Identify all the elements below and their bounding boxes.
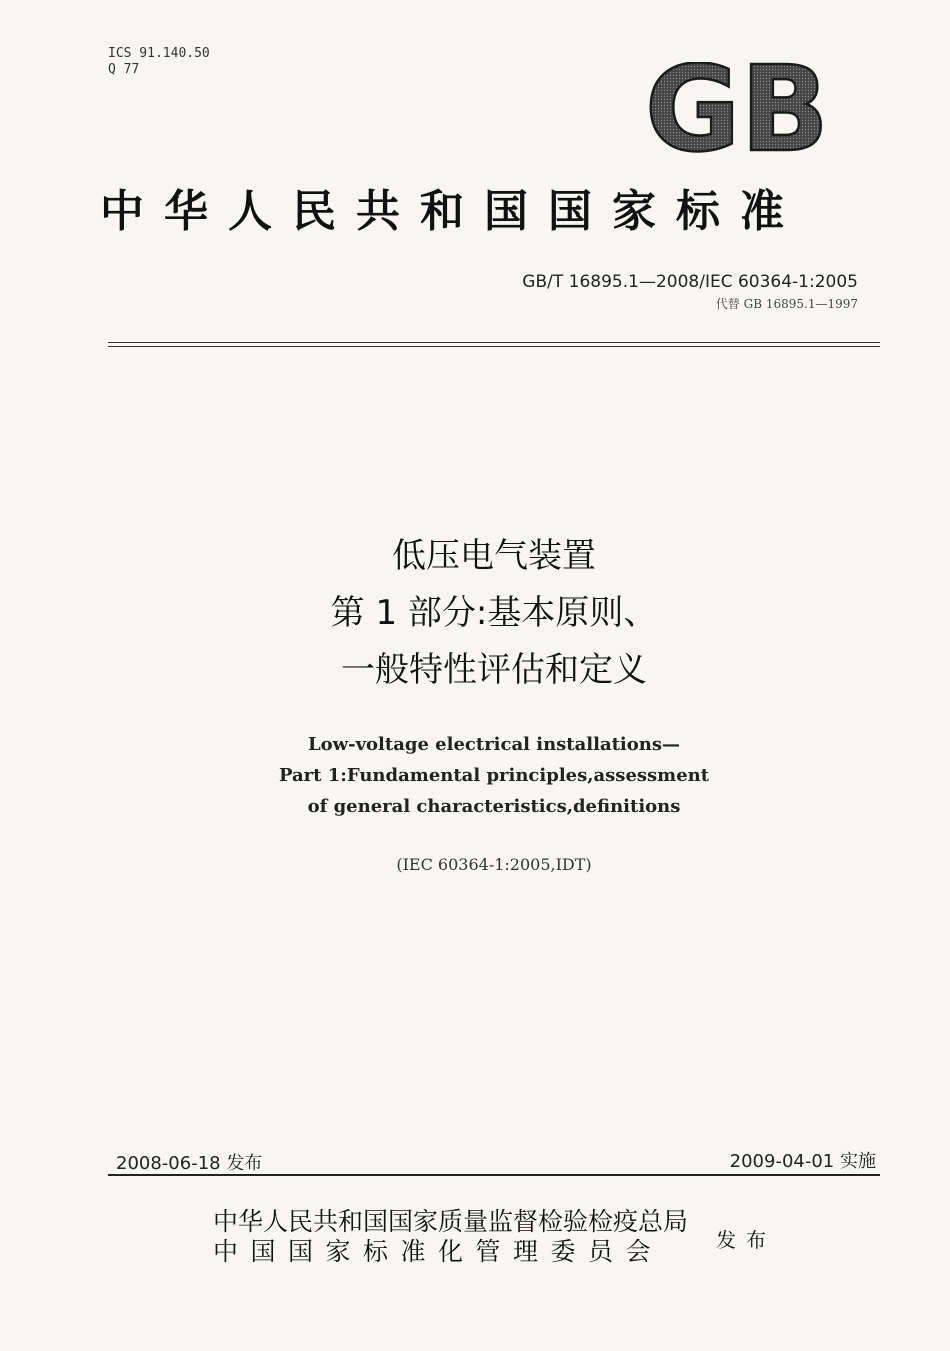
standard-number: GB/T 16895.1—2008/IEC 60364-1:2005 — [522, 272, 858, 292]
english-title-line-3: of general characteristics,definitions — [307, 796, 681, 817]
equivalence-note: (IEC 60364-1:2005,IDT) — [396, 855, 592, 874]
issuing-organizations — [213, 1207, 688, 1267]
issuer-aqsiq: 中华人民共和国国家质量监督检验检疫总局 — [213, 1207, 689, 1236]
english-title-line-2: Part 1:Fundamental principles,assessment — [278, 765, 710, 786]
chinese-title-line-3: 一般特性评估和定义 — [341, 650, 647, 690]
implementation-date: 2009-04-01 实施 — [729, 1151, 876, 1172]
ccs-code: Q 77 — [108, 62, 140, 77]
gb-logo-text: GB — [645, 62, 829, 158]
english-title-line-1: Low-voltage electrical installations— — [307, 734, 681, 755]
gb-logo — [642, 62, 832, 158]
english-title — [0, 729, 950, 822]
replaces-standard: 代替 GB 16895.1—1997 — [715, 297, 858, 311]
header-divider — [108, 342, 880, 347]
chinese-title — [0, 528, 950, 699]
chinese-title-line-2: 第 1 部分:基本原则、 — [330, 593, 658, 633]
national-standard-title: 中华人民共和国国家标准 — [100, 186, 804, 237]
footer-divider — [108, 1174, 880, 1176]
ics-code: ICS 91.140.50 — [108, 46, 210, 61]
chinese-title-line-1: 低压电气装置 — [392, 536, 596, 576]
classification-codes — [108, 46, 210, 78]
issue-date: 2008-06-18 发布 — [116, 1153, 263, 1174]
issuer-sac: 中国国家标准化管理委员会 — [213, 1237, 664, 1266]
publish-label: 发布 — [716, 1228, 776, 1252]
